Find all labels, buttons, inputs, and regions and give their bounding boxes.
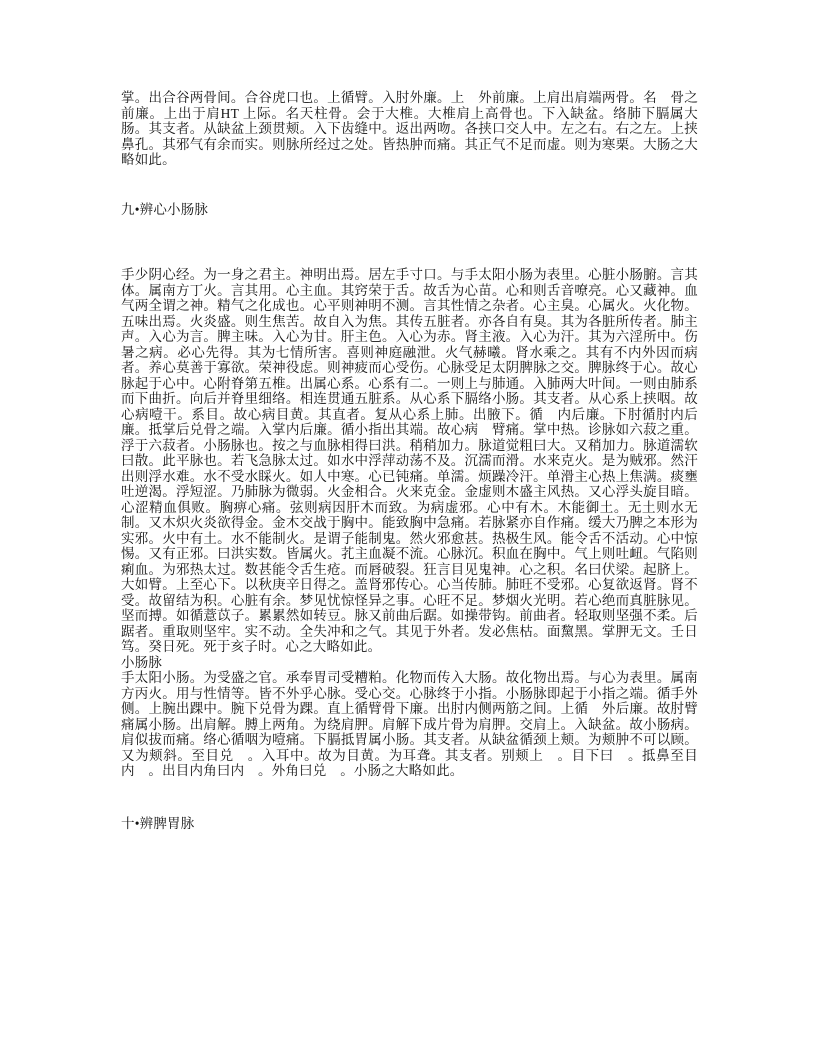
- paragraph-heart-channel: 手少阴心经。为一身之君主。神明出焉。居左手寸口。与手太阳小肠为表里。心脏小肠腑。言其体。属南方丁火。言其用。心主血。其窍荣于舌。故舌为心苗。心和则舌音嘹亮。心又藏神。血气两全谓之神。精气之化成也。心平则神明不测。言其性情之杂者。心主臭。心属火。火化物。五味出焉。火炎盛。则生焦苦。故自入为焦。其传五脏者。亦各自有臭。其为各脏所传者。肺主声。入心为言。脾主味。入心为甘。肝主色。入心为赤。肾主液。入心为汗。其为六淫所中。伤暑之病。必心先得。其为七情所害。喜则神庭融泄。火气赫曦。肾水乘之。其有不内外因而病者。养心莫善于寡欲。荣神役虑。则神疲而心受伤。心脉受足太阴脾脉之交。脾脉终于心。故心脉起于心中。心附脊第五椎。出属心系。心系有二。一则上与肺通。入肺两大叶间。一则由肺系而下曲折。向后并脊里细络。相连贯通五脏系。从心系下膈络小肠。其支者。从心系上挟咽。故心病噎干。系目。故心病目黄。其直者。复从心系上肺。出腋下。循 内后廉。下肘循肘内后廉。抵掌后兑骨之端。入掌内后廉。循小指出其端。故心病 臂痛。掌中热。诊脉如六菽之重。浮于六菽者。小肠脉也。按之与血脉相得曰洪。稍稍加力。脉道觉粗曰大。又稍加力。脉道濡软曰散。此平脉也。若飞急脉太过。如水中浮萍动荡不及。沉濡而滑。水来克火。是为贼邪。然汗出则浮水难。水不受水睬火。如人中寒。心已钝痛。单濡。烦躁冷汗。单滑主心热上焦满。痰壅吐逆渴。浮短涩。乃肺脉为微弱。火金相合。火来克金。金虚则木盛主风热。又心浮头旋目暗。心涩精血俱败。胸痹心痛。弦则病因肝木而致。为病虚邪。心中有木。木能御土。无土则水无制。又木炽火炎欲得金。金木交战于胸中。能致胸中急痛。若脉紧亦自作痛。缓大乃脾之本形为实邪。火中有土。水不能制火。是谓子能制鬼。然火邪愈甚。热极生风。能令舌不活动。心中惊惕。又有正邪。曰洪实数。皆属火。芤主血凝不流。心脉沉。积血在胸中。气上则吐衄。气陷则痢血。为邪热太过。数甚能令舌生疮。而唇破裂。狂言目见鬼神。心之积。名曰伏梁。起脐上。大如臂。上至心下。以秋庚辛日得之。盖肾邪传心。心当传肺。肺旺不受邪。心复欲返肾。肾不受。故留结为积。心脏有余。梦见忧惊怪异之事。心旺不足。梦烟火光明。若心绝而真脏脉见。坚而搏。如循薏苡子。累累然如转豆。脉又前曲后踞。如操带钩。前曲者。轻取则坚强不柔。后踞者。重取则坚牢。实不动。全失冲和之气。其见于外者。发必焦枯。面黧黑。掌胛无文。壬日笃。癸日死。死于亥子时。心之大略如此。: [121, 267, 698, 654]
- paragraph-small-intestine-channel: 手太阳小肠。为受盛之官。承奉胃司受糟粕。化物而传入大肠。故化物出焉。与心为表里。属南方丙火。用与性情等。皆不外乎心脉。受心交。心脉终于小指。小肠脉即起于小指之端。循手外侧。上腕出踝中。腕下兑骨为踝。直上循臂骨下廉。出肘内侧两筋之间。上循 外后廉。故肘臂痛属小肠。出肩解。膊上两角。为绕肩胛。肩解下成片骨为肩胛。交肩上。入缺盆。故小肠病。肩似拔而痛。络心循咽为噎痛。下膈抵胃属小肠。其支者。从缺盆循颈上颊。为颊肿不可以顾。又为颊斜。至目兑 。入耳中。故为目黄。为耳聋。其支者。别颊上 。目下曰 。抵鼻至目内 。出目内角曰内 。外角曰兑 。小肠之大略如此。: [121, 670, 698, 778]
- paragraph-large-intestine-tail: 掌。出合谷两骨间。合谷虎口也。上循臂。入肘外廉。上 外前廉。上肩出肩端两骨。名 骨之前廉。上出于肩HT 上际。名天柱骨。会于大椎。大椎肩上高骨也。下入缺盆。络肺下膈属大肠。其支者。从缺盆上颈贯颊。入下齿缝中。返出两吻。各挟口交人中。左之右。右之左。上挟鼻孔。其邪气有余而实。则脉所经过之处。皆热肿而痛。其正气不足而虚。则为寒栗。大肠之大略如此。: [121, 90, 698, 167]
- heading-chapter-nine-heart-small-intestine: 九•辨心小肠脉: [121, 201, 209, 217]
- subheading-small-intestine-pulse: 小肠脉: [121, 654, 163, 670]
- heading-chapter-ten-spleen-stomach: 十•辨脾胃脉: [121, 815, 195, 831]
